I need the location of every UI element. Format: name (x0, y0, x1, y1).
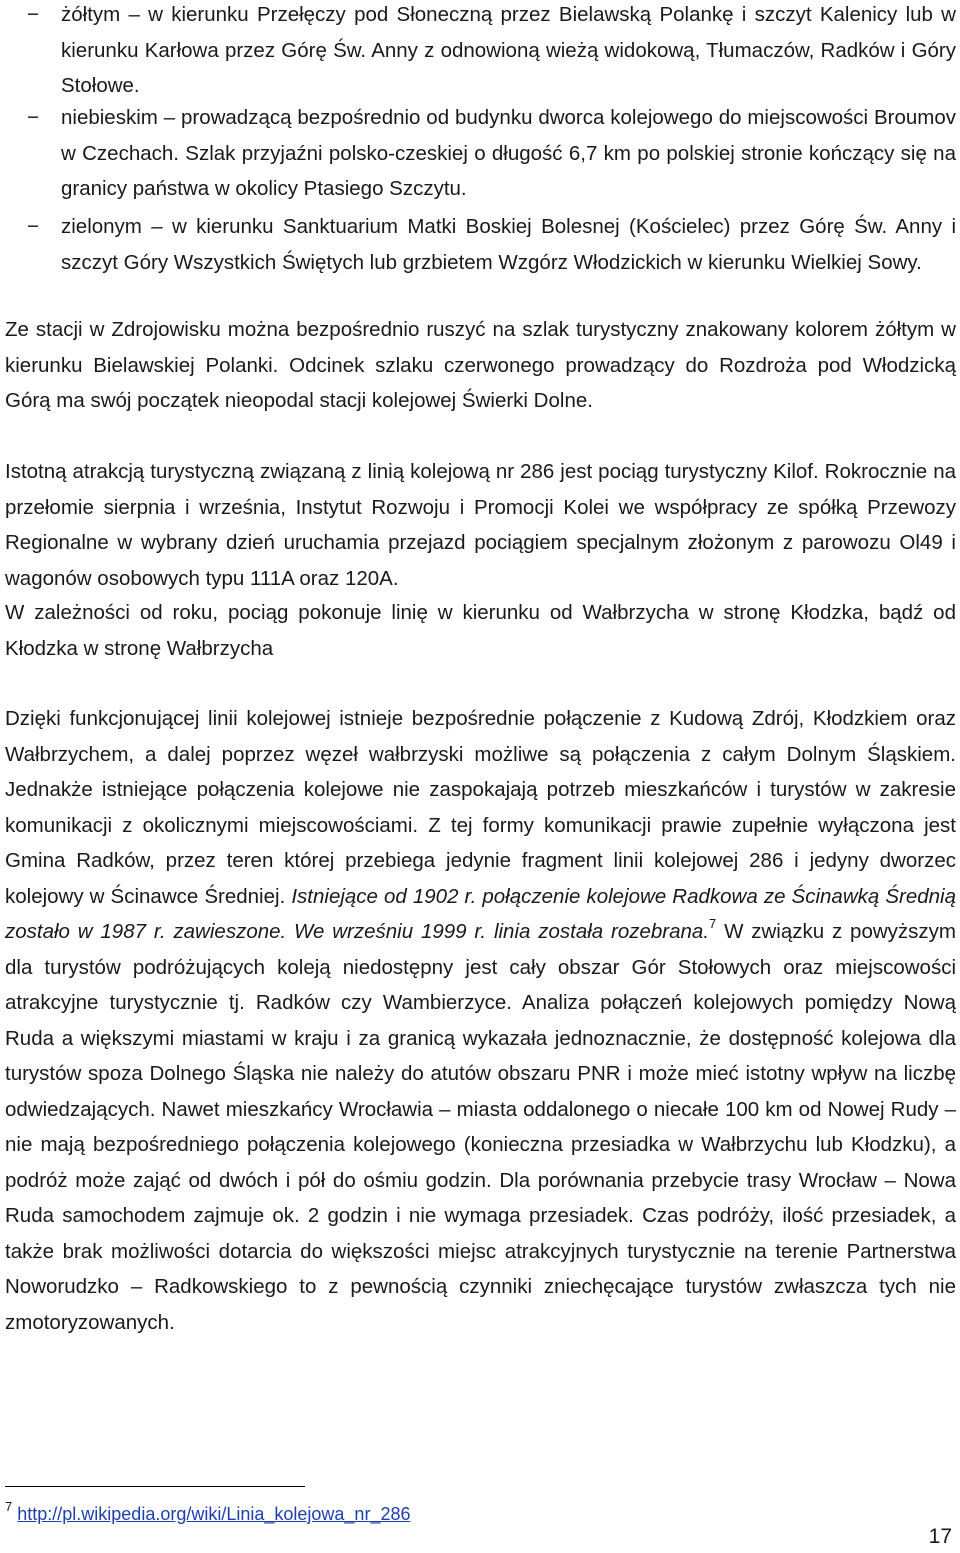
footnote-separator (5, 1486, 305, 1487)
list-item-text: żółtym – w kierunku Przełęczy pod Słoneczną przez Bielawską Polankę i szczyt Kalenicy lub w kierunku Karłowa przez Górę Św. Anny z odnowioną wieżą widokową, Tłumaczów, Radków i Góry Stołowe. (61, 3, 956, 97)
list-dash: − (27, 106, 39, 129)
page-number: 17 (928, 1525, 952, 1548)
paragraph-text: W związku z powyższym dla turystów podróżujących koleją niedostępny jest cały obszar Gór Stołowych oraz miejscowości atrakcyjne turystycznie tj. Radków czy Wambierzyce. Analiza połączeń kolejowych pomiędzy Nową Ruda a większymi miastami w kraju i za granicą wykazała jednoznacznie, że dostępność kolejowa dla turystów spoza Dolnego Śląska nie należy do atutów obszaru PNR i może mieć istotny wpływ na liczbę odwiedzających. Nawet mieszkańcy Wrocławia – miasta oddalonego o niecałe 100 km od Nowej Rudy – nie mają bezpośredniego połączenia kolejowego (konieczna przesiadka w Wałbrzychu lub Kłodzku), a podróż może zająć od dwóch i pół do ośmiu godzin. Dla porównania przebycie trasy Wrocław – Nowa Ruda samochodem zajmuje ok. 2 godzin i nie wymaga przesiadek. Czas podróży, ilość przesiadek, a także brak możliwości dotarcia do większości miejsc atrakcyjnych turystycznie na terenie Partnerstwa Noworudzko – Radkowskiego to z pewnością czynniki zniechęcające turystów zwłaszcza tych nie zmotoryzowanych. (5, 920, 956, 1334)
footnote-number: 7 (5, 1499, 13, 1514)
list-item (5, 209, 956, 280)
list-item (5, 100, 956, 207)
list-dash: − (27, 3, 39, 26)
footnote (5, 1499, 411, 1526)
list-item (5, 0, 956, 104)
paragraph: Ze stacji w Zdrojowisku można bezpośrednio ruszyć na szlak turystyczny znakowany kolorem żółtym w kierunku Bielawskiej Polanki. Odcinek szlaku czerwonego prowadzący do Rozdroża pod Włodzicką Górą ma swój początek nieopodal stacji kolejowej Świerki Dolne. (5, 318, 956, 412)
paragraph (5, 701, 956, 1340)
footnote-link[interactable]: http://pl.wikipedia.org/wiki/Linia_kolejowa_nr_286 (17, 1504, 411, 1524)
list-item-text: niebieskim – prowadzącą bezpośrednio od budynku dworca kolejowego do miejscowości Broumov w Czechach. Szlak przyjaźni polsko-czeskiej o długość 6,7 km po polskiej stronie kończący się na granicy państwa w okolicy Ptasiego Szczytu. (61, 106, 956, 200)
list-item-text: zielonym – w kierunku Sanktuarium Matki Boskiej Bolesnej (Kościelec) przez Górę Św. Anny i szczyt Góry Wszystkich Świętych lub grzbietem Wzgórz Włodzickich w kierunku Wielkiej Sowy. (61, 215, 956, 274)
italic-quote: Istniejące od 1902 r. połączenie kolejowe Radkowa ze Ścinawką Średnią zostało w 1987 r. zawieszone. We wrześniu 1999 r. linia została rozebrana. (5, 884, 957, 943)
list-dash: − (27, 215, 39, 238)
paragraph: W zależności od roku, pociąg pokonuje linię w kierunku od Wałbrzycha w stronę Kłodzka, bądź od Kłodzka w stronę Wałbrzycha (5, 601, 956, 660)
paragraph-text: Dzięki funkcjonującej linii kolejowej istnieje bezpośrednie połączenie z Kudową Zdrój, Kłodzkiem oraz Wałbrzychem, a dalej poprzez węzeł wałbrzyski możliwe są połączenia z całym Dolnym Śląskiem. Jednakże istniejące połączenia kolejowe nie zaspokajają potrzeb mieszkańców i turystów w zakresie komunikacji z okolicznymi miejscowościami. Z tej formy komunikacji prawie zupełnie wyłączona jest Gmina Radków, przez teren której przebiega jedynie fragment linii kolejowej 286 i jedyny dworzec kolejowy w Ścinawce Średniej. (5, 707, 956, 908)
footnote-reference: 7 (709, 916, 717, 932)
paragraph: Istotną atrakcją turystyczną związaną z linią kolejową nr 286 jest pociąg turystyczny Kilof. Rokrocznie na przełomie sierpnia i września, Instytut Rozwoju i Promocji Kolei we współpracy ze spółką Przewozy Regionalne w wybrany dzień uruchamia przejazd pociągiem specjalnym złożonym z parowozu Ol49 i wagonów osobowych typu 111A oraz 120A. (5, 460, 956, 590)
